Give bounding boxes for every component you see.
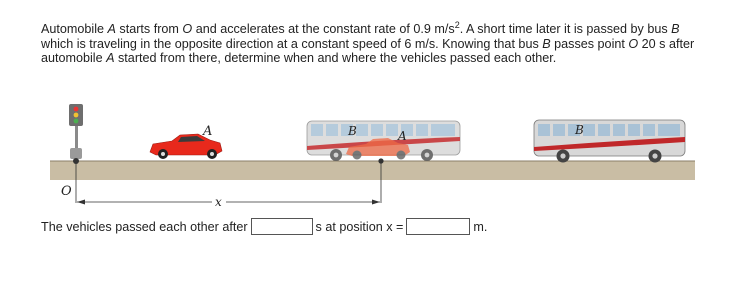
problem-text: 20 s after automobile (41, 36, 695, 66)
origin-label: O (61, 184, 72, 199)
problem-text: started from there, determine when and where the vehicles passed each other. (114, 51, 557, 66)
origin-variable: O (628, 36, 639, 51)
problem-text: . A short time later it is passed by bus (459, 22, 672, 36)
answer-row (41, 218, 487, 235)
position-input[interactable] (406, 218, 470, 235)
bus-b-label: B (575, 123, 584, 137)
road-ground (50, 161, 695, 180)
car-a-label: A (203, 124, 213, 139)
x-label: x (215, 195, 222, 209)
car-variable: A (107, 22, 116, 36)
time-input[interactable] (251, 218, 313, 235)
bus-b-icon (534, 120, 685, 163)
problem-text: and accelerates at the constant rate of 0.9 m/s (192, 22, 455, 36)
car-a-passing-label: A (398, 129, 407, 143)
answer-text-middle: s at position x = (315, 219, 404, 234)
bus-variable: B (671, 22, 680, 36)
passing-point (378, 158, 383, 163)
arrow-left-icon (77, 200, 85, 205)
car-variable: A (106, 51, 115, 66)
answer-text-before: The vehicles passed each other after (41, 219, 248, 234)
traffic-light-icon (69, 104, 83, 164)
exponent: 2 (454, 19, 460, 30)
origin-variable: O (182, 22, 193, 36)
bus-variable: B (542, 36, 551, 51)
problem-text: starts from (115, 22, 183, 36)
arrow-right-icon (372, 200, 380, 205)
problem-text: which is traveling in the opposite direction at a constant speed of 6 m/s. Knowing that bus (41, 36, 543, 51)
answer-unit: m. (473, 219, 488, 234)
problem-text: Automobile (41, 22, 108, 36)
problem-text: passes point (550, 36, 629, 51)
bus-b-passing-label: B (348, 124, 357, 138)
